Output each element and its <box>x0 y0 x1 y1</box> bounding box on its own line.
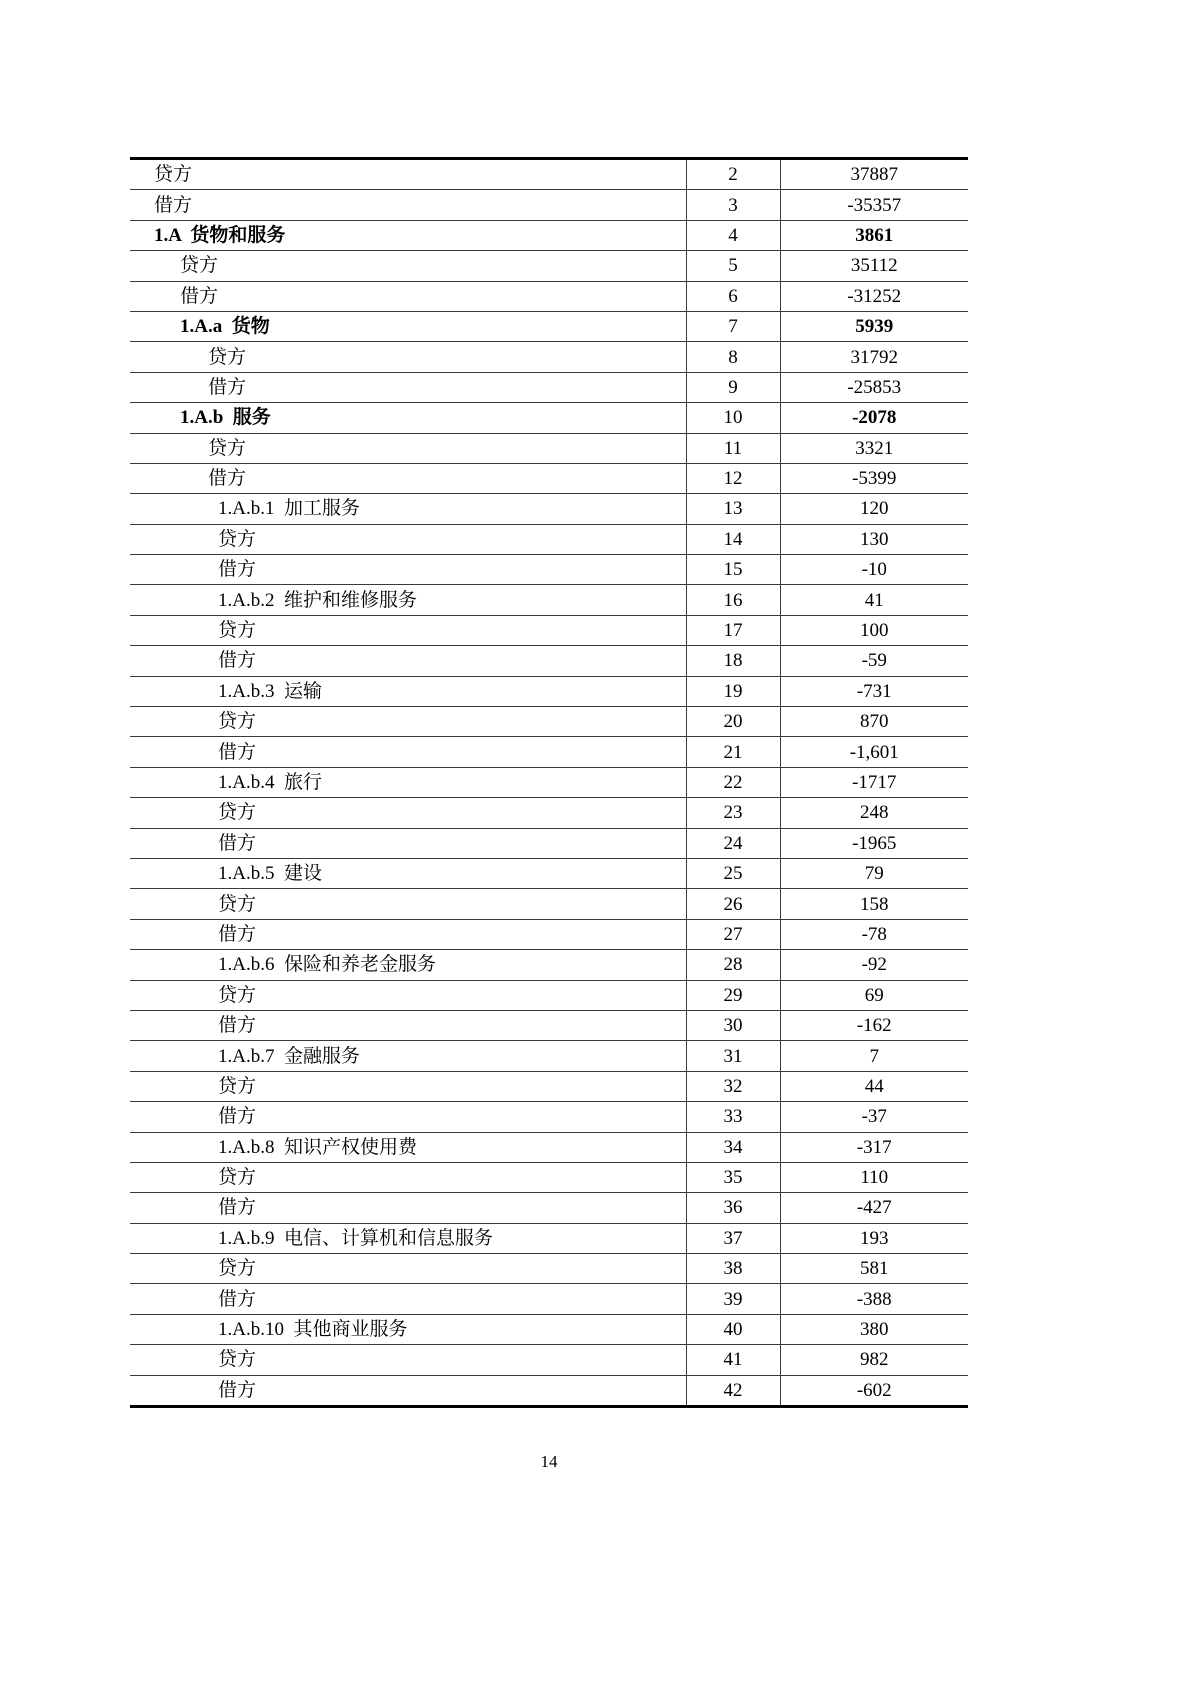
row-label: 贷方 <box>130 1254 686 1284</box>
row-value: 120 <box>780 494 968 524</box>
row-label: 借方 <box>130 1375 686 1406</box>
table-row <box>130 311 968 341</box>
row-label: 贷方 <box>130 433 686 463</box>
row-number: 11 <box>686 433 780 463</box>
row-value: 870 <box>780 707 968 737</box>
row-number: 31 <box>686 1041 780 1071</box>
row-number: 4 <box>686 220 780 250</box>
row-value: 982 <box>780 1345 968 1375</box>
row-value: -1,601 <box>780 737 968 767</box>
row-number: 39 <box>686 1284 780 1314</box>
row-label: 贷方 <box>130 798 686 828</box>
row-number: 41 <box>686 1345 780 1375</box>
row-number: 24 <box>686 828 780 858</box>
row-number: 8 <box>686 342 780 372</box>
row-number: 12 <box>686 463 780 493</box>
row-value: 37887 <box>780 159 968 190</box>
row-label: 借方 <box>130 828 686 858</box>
row-value: -162 <box>780 1010 968 1040</box>
table-row <box>130 281 968 311</box>
table-row <box>130 1375 968 1406</box>
row-label: 1.A.b.7 金融服务 <box>130 1041 686 1071</box>
row-number: 30 <box>686 1010 780 1040</box>
row-number: 14 <box>686 524 780 554</box>
row-value: 3861 <box>780 220 968 250</box>
row-label: 1.A.b.3 运输 <box>130 676 686 706</box>
row-label: 1.A 货物和服务 <box>130 220 686 250</box>
table-row <box>130 1041 968 1071</box>
row-label: 1.A.b.2 维护和维修服务 <box>130 585 686 615</box>
row-number: 19 <box>686 676 780 706</box>
row-number: 40 <box>686 1314 780 1344</box>
row-value: 5939 <box>780 311 968 341</box>
table-row <box>130 919 968 949</box>
table-row <box>130 615 968 645</box>
table-row <box>130 433 968 463</box>
row-label: 1.A.b 服务 <box>130 403 686 433</box>
table-row <box>130 403 968 433</box>
table-row <box>130 676 968 706</box>
row-number: 5 <box>686 251 780 281</box>
row-label: 借方 <box>130 1010 686 1040</box>
row-label: 贷方 <box>130 159 686 190</box>
row-value: -1717 <box>780 767 968 797</box>
row-label: 贷方 <box>130 524 686 554</box>
row-value: -731 <box>780 676 968 706</box>
row-value: -2078 <box>780 403 968 433</box>
row-number: 21 <box>686 737 780 767</box>
row-number: 28 <box>686 950 780 980</box>
row-value: -388 <box>780 1284 968 1314</box>
row-number: 32 <box>686 1071 780 1101</box>
row-number: 26 <box>686 889 780 919</box>
row-value: 41 <box>780 585 968 615</box>
table-row <box>130 1132 968 1162</box>
row-number: 23 <box>686 798 780 828</box>
row-number: 37 <box>686 1223 780 1253</box>
row-number: 9 <box>686 372 780 402</box>
row-label: 贷方 <box>130 707 686 737</box>
row-value: -5399 <box>780 463 968 493</box>
row-label: 借方 <box>130 555 686 585</box>
row-label: 借方 <box>130 281 686 311</box>
table-row <box>130 858 968 888</box>
row-label: 1.A.b.9 电信、计算机和信息服务 <box>130 1223 686 1253</box>
table-row <box>130 342 968 372</box>
row-value: 248 <box>780 798 968 828</box>
row-number: 22 <box>686 767 780 797</box>
row-value: -35357 <box>780 190 968 220</box>
table-row <box>130 494 968 524</box>
row-value: -10 <box>780 555 968 585</box>
table-row <box>130 1284 968 1314</box>
row-label: 借方 <box>130 372 686 402</box>
row-number: 33 <box>686 1102 780 1132</box>
row-value: 130 <box>780 524 968 554</box>
table-row <box>130 889 968 919</box>
table-row <box>130 190 968 220</box>
row-label: 贷方 <box>130 1071 686 1101</box>
row-number: 15 <box>686 555 780 585</box>
row-label: 贷方 <box>130 1162 686 1192</box>
row-label: 借方 <box>130 190 686 220</box>
table-row <box>130 463 968 493</box>
table-row <box>130 798 968 828</box>
row-label: 贷方 <box>130 615 686 645</box>
row-value: 44 <box>780 1071 968 1101</box>
row-number: 10 <box>686 403 780 433</box>
row-label: 1.A.b.5 建设 <box>130 858 686 888</box>
row-value: 31792 <box>780 342 968 372</box>
row-value: 193 <box>780 1223 968 1253</box>
row-number: 6 <box>686 281 780 311</box>
table-row <box>130 372 968 402</box>
row-value: 100 <box>780 615 968 645</box>
row-value: -59 <box>780 646 968 676</box>
table-body <box>130 159 968 1407</box>
table-row <box>130 767 968 797</box>
row-label: 1.A.b.8 知识产权使用费 <box>130 1132 686 1162</box>
table-row <box>130 555 968 585</box>
table-row <box>130 159 968 190</box>
row-label: 借方 <box>130 463 686 493</box>
table-row <box>130 980 968 1010</box>
row-value: 35112 <box>780 251 968 281</box>
row-value: 79 <box>780 858 968 888</box>
row-number: 38 <box>686 1254 780 1284</box>
row-number: 27 <box>686 919 780 949</box>
page-number: 14 <box>540 1452 558 1471</box>
row-label: 借方 <box>130 1193 686 1223</box>
table-row <box>130 220 968 250</box>
row-number: 2 <box>686 159 780 190</box>
row-label: 贷方 <box>130 342 686 372</box>
row-value: 3321 <box>780 433 968 463</box>
row-number: 16 <box>686 585 780 615</box>
row-label: 借方 <box>130 737 686 767</box>
table-row <box>130 828 968 858</box>
table-row <box>130 1102 968 1132</box>
row-value: -427 <box>780 1193 968 1223</box>
row-number: 18 <box>686 646 780 676</box>
row-value: -25853 <box>780 372 968 402</box>
row-value: 581 <box>780 1254 968 1284</box>
row-value: -317 <box>780 1132 968 1162</box>
table-row <box>130 1010 968 1040</box>
table-row <box>130 646 968 676</box>
row-number: 7 <box>686 311 780 341</box>
row-label: 借方 <box>130 1284 686 1314</box>
row-value: -37 <box>780 1102 968 1132</box>
table-row <box>130 1071 968 1101</box>
row-label: 1.A.b.4 旅行 <box>130 767 686 797</box>
table-row <box>130 1254 968 1284</box>
row-label: 1.A.b.1 加工服务 <box>130 494 686 524</box>
row-label: 1.A.a 货物 <box>130 311 686 341</box>
row-value: -78 <box>780 919 968 949</box>
table-row <box>130 251 968 281</box>
table-row <box>130 950 968 980</box>
table-row <box>130 1193 968 1223</box>
table-row <box>130 1223 968 1253</box>
row-number: 36 <box>686 1193 780 1223</box>
row-label: 1.A.b.10 其他商业服务 <box>130 1314 686 1344</box>
row-value: -602 <box>780 1375 968 1406</box>
row-value: 7 <box>780 1041 968 1071</box>
table-row <box>130 1314 968 1344</box>
row-label: 1.A.b.6 保险和养老金服务 <box>130 950 686 980</box>
row-value: 380 <box>780 1314 968 1344</box>
row-value: 110 <box>780 1162 968 1192</box>
row-label: 贷方 <box>130 980 686 1010</box>
row-value: 69 <box>780 980 968 1010</box>
row-value: 158 <box>780 889 968 919</box>
row-label: 借方 <box>130 1102 686 1132</box>
table-row <box>130 1345 968 1375</box>
row-value: -92 <box>780 950 968 980</box>
row-number: 25 <box>686 858 780 888</box>
table-row <box>130 707 968 737</box>
row-label: 借方 <box>130 646 686 676</box>
row-number: 29 <box>686 980 780 1010</box>
row-number: 20 <box>686 707 780 737</box>
table-row <box>130 1162 968 1192</box>
row-label: 贷方 <box>130 251 686 281</box>
table-row <box>130 585 968 615</box>
row-number: 42 <box>686 1375 780 1406</box>
row-number: 35 <box>686 1162 780 1192</box>
row-value: -31252 <box>780 281 968 311</box>
row-label: 借方 <box>130 919 686 949</box>
row-label: 贷方 <box>130 1345 686 1375</box>
row-number: 17 <box>686 615 780 645</box>
row-number: 34 <box>686 1132 780 1162</box>
table-row <box>130 524 968 554</box>
row-number: 13 <box>686 494 780 524</box>
row-value: -1965 <box>780 828 968 858</box>
row-label: 贷方 <box>130 889 686 919</box>
table-row <box>130 737 968 767</box>
balance-of-payments-table <box>130 157 968 1408</box>
row-number: 3 <box>686 190 780 220</box>
